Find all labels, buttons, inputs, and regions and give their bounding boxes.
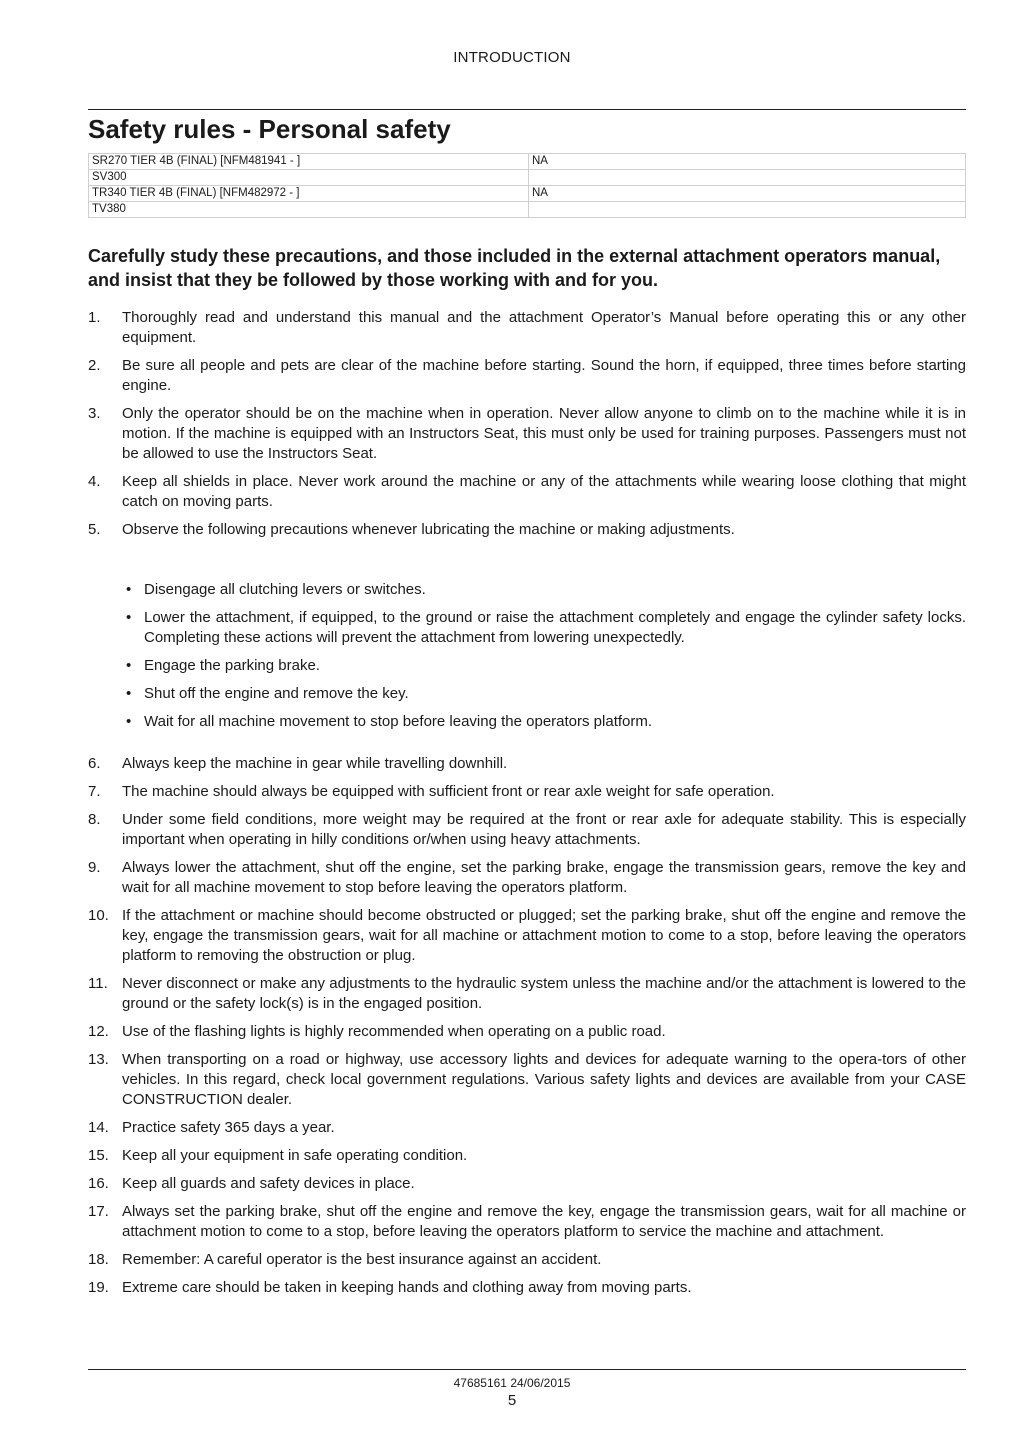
list-number: 6.: [88, 755, 101, 772]
list-text: Keep all your equipment in safe operating condition.: [122, 1147, 468, 1164]
list-number: 1.: [88, 309, 101, 326]
list-number: 11.: [88, 975, 108, 992]
footer-divider: [88, 1369, 966, 1370]
list-text: Keep all shields in place. Never work around the machine or any of the attachments while wearing loose clothing that might catch on moving parts.: [122, 473, 966, 510]
bullet-icon: •: [126, 657, 132, 674]
list-text: When transporting on a road or highway, use accessory lights and devices for adequate warning to the opera-tors of other vehicles. In this regard, check local government regulations. Various safety lights and devices are available from your CASE CONSTRUCTION dealer.: [122, 1051, 966, 1108]
list-item: [88, 520, 966, 540]
page-number: 5: [507, 1392, 517, 1409]
list-text: Observe the following precautions whenever lubricating the machine or making adjustments.: [122, 521, 735, 538]
list-text: Always keep the machine in gear while travelling downhill.: [122, 755, 508, 772]
list-item: [88, 782, 966, 802]
list-number: 3.: [88, 405, 101, 422]
bullet-icon: •: [126, 685, 132, 702]
list-text: The machine should always be equipped with sufficient front or rear axle weight for safe operation.: [122, 783, 775, 800]
model-cell: SR270 TIER 4B (FINAL) [NFM481941 - ]: [89, 154, 529, 170]
document-code: 47685161 24/06/2015: [453, 1376, 571, 1390]
list-number: 5.: [88, 521, 101, 538]
list-text: Extreme care should be taken in keeping hands and clothing away from moving parts.: [122, 1279, 692, 1296]
list-number: 12.: [88, 1023, 109, 1040]
safety-list-part-2: [88, 754, 966, 1306]
list-number: 15.: [88, 1147, 109, 1164]
lubrication-precautions-list: [122, 580, 966, 740]
list-number: 17.: [88, 1203, 109, 1220]
list-item: [88, 308, 966, 348]
list-number: 14.: [88, 1119, 109, 1136]
list-item: [88, 1146, 966, 1166]
list-item: [88, 1050, 966, 1110]
list-number: 16.: [88, 1175, 109, 1192]
model-cell: SV300: [89, 170, 529, 186]
list-number: 9.: [88, 859, 101, 876]
value-cell: NA: [529, 154, 966, 170]
list-item: [88, 754, 966, 774]
value-cell: NA: [529, 186, 966, 202]
list-number: 10.: [88, 907, 109, 924]
list-number: 18.: [88, 1251, 109, 1268]
bullet-item: [122, 656, 966, 676]
header-divider: [88, 109, 966, 110]
list-text: Remember: A careful operator is the best insurance against an accident.: [122, 1251, 602, 1268]
list-item: [88, 858, 966, 898]
value-cell: [529, 202, 966, 218]
list-number: 7.: [88, 783, 101, 800]
table-row: [89, 202, 966, 218]
bullet-text: Shut off the engine and remove the key.: [144, 685, 409, 702]
list-text: Practice safety 365 days a year.: [122, 1119, 335, 1136]
list-item: [88, 1202, 966, 1242]
list-item: [88, 810, 966, 850]
bullet-icon: •: [126, 713, 132, 730]
bullet-item: [122, 712, 966, 732]
list-text: Be sure all people and pets are clear of the machine before starting. Sound the horn, if equipped, three times before starting engine.: [122, 357, 966, 394]
list-item: [88, 356, 966, 396]
page-header: INTRODUCTION: [453, 49, 571, 66]
bullet-text: Disengage all clutching levers or switches.: [144, 581, 426, 598]
bullet-item: [122, 608, 966, 648]
list-number: 8.: [88, 811, 101, 828]
list-item: [88, 1174, 966, 1194]
model-cell: TV380: [89, 202, 529, 218]
list-item: [88, 1278, 966, 1298]
table-row: [89, 154, 966, 170]
value-cell: [529, 170, 966, 186]
list-text: Thoroughly read and understand this manual and the attachment Operator’s Manual before operating this or any other equipment.: [122, 309, 966, 346]
table-row: [89, 170, 966, 186]
bullet-item: [122, 684, 966, 704]
intro-warning: Carefully study these precautions, and those included in the external attachment operators manual, and insist that they be followed by those working with and for you.: [88, 246, 941, 290]
list-text: Always set the parking brake, shut off the engine and remove the key, engage the transmission gears, wait for all machine or attachment motion to come to a stop, before leaving the operators platform to service the machine and attachment.: [122, 1203, 966, 1240]
list-text: Under some field conditions, more weight may be required at the front or rear axle for adequate stability. This is especially important when operating in hilly conditions or/when using heavy attachments.: [122, 811, 966, 848]
bullet-item: [122, 580, 966, 600]
list-number: 13.: [88, 1051, 109, 1068]
list-text: Use of the flashing lights is highly recommended when operating on a public road.: [122, 1023, 666, 1040]
list-number: 19.: [88, 1279, 109, 1296]
bullet-icon: •: [126, 581, 132, 598]
page-title: Safety rules - Personal safety: [88, 114, 451, 144]
list-text: Keep all guards and safety devices in place.: [122, 1175, 415, 1192]
list-item: [88, 472, 966, 512]
table-row: [89, 186, 966, 202]
list-text: If the attachment or machine should become obstructed or plugged; set the parking brake, shut off the engine and remove the key, engage the transmission gears, wait for all machine or attachment motion to come to a stop, before leaving the operators platform to removing the obstruction or plug.: [122, 907, 966, 964]
model-cell: TR340 TIER 4B (FINAL) [NFM482972 - ]: [89, 186, 529, 202]
list-item: [88, 1118, 966, 1138]
bullet-text: Engage the parking brake.: [144, 657, 320, 674]
bullet-icon: •: [126, 609, 132, 626]
list-text: Always lower the attachment, shut off the engine, set the parking brake, engage the transmission gears, remove the key and wait for all machine movement to stop before leaving the operators platform.: [122, 859, 966, 896]
list-text: Never disconnect or make any adjustments to the hydraulic system unless the machine and/or the attachment is lowered to the ground or the safety lock(s) is in the engaged position.: [122, 975, 966, 1012]
list-item: [88, 974, 966, 1014]
list-number: 4.: [88, 473, 101, 490]
bullet-text: Lower the attachment, if equipped, to the ground or raise the attachment completely and engage the cylinder safety locks. Completing these actions will prevent the attachment from lowering unexpectedly.: [144, 609, 966, 646]
bullet-text: Wait for all machine movement to stop before leaving the operators platform.: [144, 713, 653, 730]
list-item: [88, 1250, 966, 1270]
safety-list-part-1: [88, 308, 966, 548]
list-item: [88, 404, 966, 464]
model-applicability-table: [88, 153, 966, 218]
list-item: [88, 1022, 966, 1042]
list-text: Only the operator should be on the machine when in operation. Never allow anyone to climb on to the machine while it is in motion. If the machine is equipped with an Instructors Seat, this must only be used for training purposes. Passengers must not be allowed to use the Instructors Seat.: [122, 405, 966, 462]
list-item: [88, 906, 966, 966]
list-number: 2.: [88, 357, 101, 374]
